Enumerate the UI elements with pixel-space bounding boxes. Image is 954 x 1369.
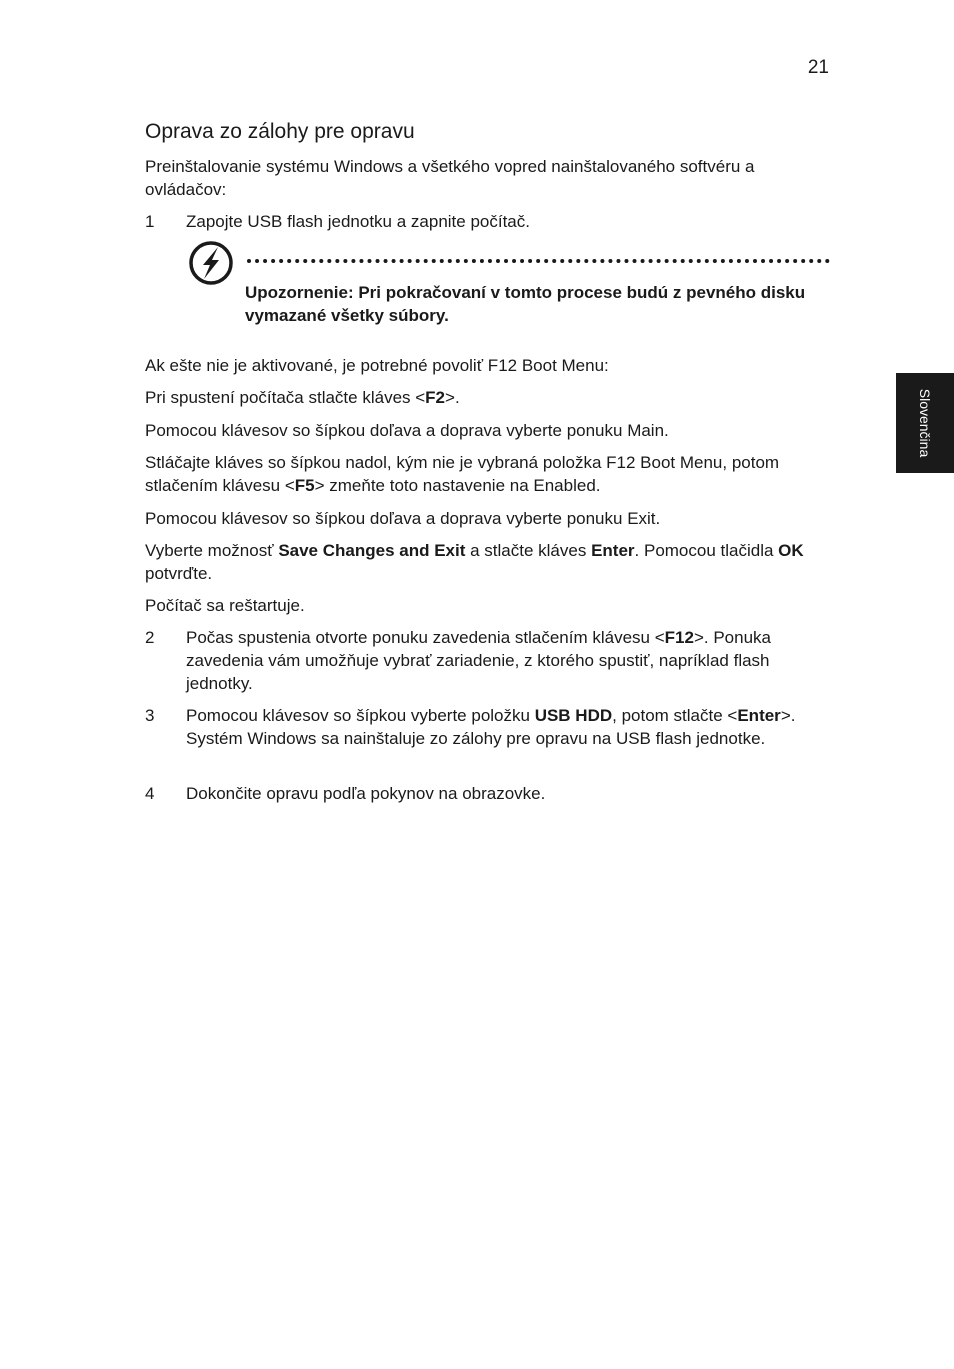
paragraph-main-menu: Pomocou klávesov so šípkou doľava a doprava vyberte ponuku Main.: [145, 421, 669, 440]
intro-paragraph: Preinštalovanie systému Windows a všetkého vopred nainštalovaného softvéru a ovládačov:: [145, 157, 755, 199]
step-number: 2: [145, 628, 155, 647]
bold-enter: Enter: [737, 706, 781, 725]
text-run: >.: [445, 388, 460, 407]
text-run: Stláčajte kláves so šípkou nadol, kým nie je vybraná položka F12 Boot Menu, potom stlačením klávesu <: [145, 453, 780, 495]
step-1: [145, 210, 835, 233]
step-number: 4: [145, 784, 155, 803]
text-run: . Pomocou tlačidla: [634, 541, 779, 560]
text-run: Vyberte možnosť: [145, 541, 279, 560]
lightning-warning-icon: [186, 238, 236, 288]
section-heading: Oprava zo zálohy pre opravu: [145, 120, 415, 143]
text-run: Počas spustenia otvorte ponuku zavedenia stlačením klávesu <: [186, 628, 665, 647]
paragraph-save-changes: [145, 539, 835, 585]
page-number: 21: [807, 57, 829, 78]
text-run: , potom stlačte <: [612, 706, 738, 725]
step-text: [186, 704, 835, 750]
bold-enter: Enter: [591, 541, 635, 560]
text-run: Pri spustení počítača stlačte kláves <: [145, 388, 426, 407]
paragraph-enable-boot-menu: Ak ešte nie je aktivované, je potrebné povoliť F12 Boot Menu:: [145, 356, 609, 375]
paragraph-press-f5: [145, 451, 835, 497]
paragraph-press-f2: [145, 386, 835, 409]
bold-ok: OK: [778, 541, 804, 560]
step-text: [186, 626, 835, 695]
text-run: a stlačte kláves: [465, 541, 592, 560]
step-2: [145, 626, 835, 695]
warning-text: Upozornenie: Pri pokračovaní v tomto procese budú z pevného disku vymazané všetky súbory.: [245, 283, 806, 325]
key-f2: F2: [425, 388, 446, 407]
step-number: 1: [145, 212, 155, 231]
bold-save-changes: Save Changes and Exit: [278, 541, 466, 560]
bold-usb-hdd: USB HDD: [534, 706, 613, 725]
step-3: [145, 704, 835, 750]
step-number: 3: [145, 706, 155, 725]
text-run: >. Systém Windows sa nainštaluje zo zálohy pre opravu na USB flash jednotke.: [186, 706, 796, 748]
step-4: [145, 782, 835, 805]
key-f5: F5: [294, 476, 315, 495]
text-run: >. Ponuka zavedenia vám umožňuje vybrať zariadenie, z ktorého spustiť, napríklad flash jednotky.: [186, 628, 771, 693]
paragraph-exit-menu: Pomocou klávesov so šípkou doľava a doprava vyberte ponuku Exit.: [145, 509, 661, 528]
language-side-tab: [896, 373, 954, 473]
warning-divider: [247, 259, 830, 263]
paragraph-restart: Počítač sa reštartuje.: [145, 596, 305, 615]
key-f12: F12: [664, 628, 694, 647]
text-run: Pomocou klávesov so šípkou vyberte položku: [186, 706, 535, 725]
step-text: Zapojte USB flash jednotku a zapnite počítač.: [186, 212, 530, 231]
text-run: > zmeňte toto nastavenie na Enabled.: [314, 476, 601, 495]
step-text: Dokončite opravu podľa pokynov na obrazovke.: [186, 784, 546, 803]
text-run: potvrďte.: [145, 564, 213, 583]
side-tab-label: Slovenčina: [917, 388, 933, 458]
